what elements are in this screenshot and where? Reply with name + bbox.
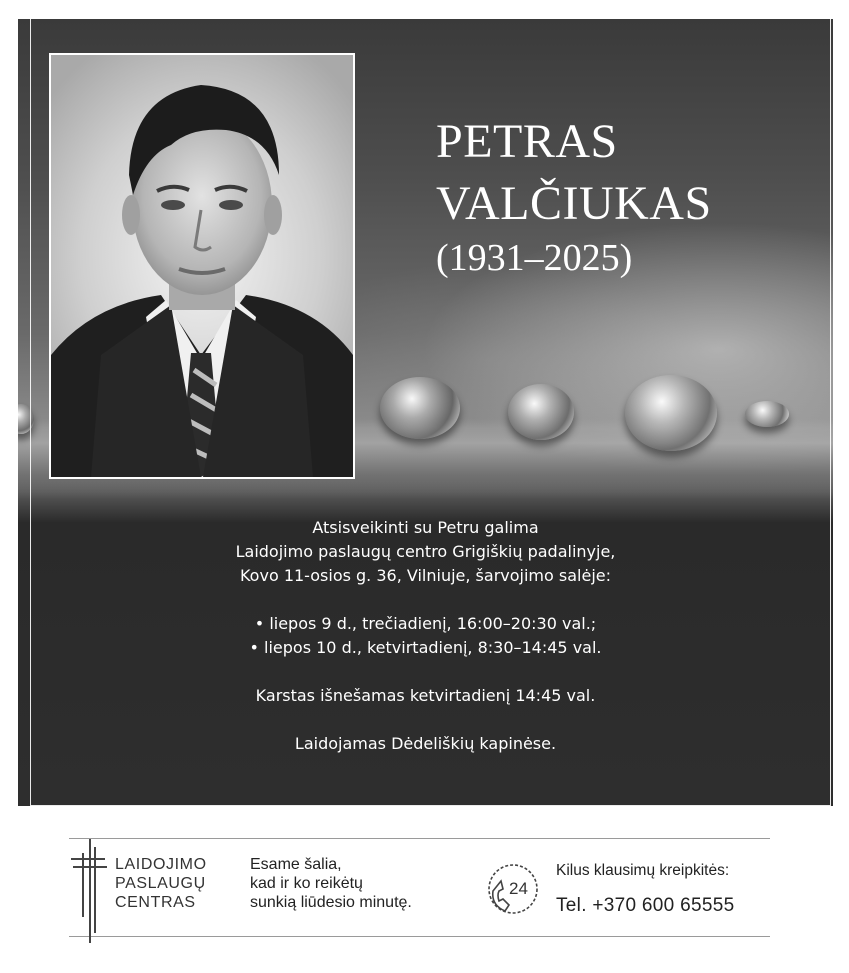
intro-line-2: Laidojimo paslaugų centro Grigiškių padalinyje, xyxy=(235,542,616,561)
slogan-line-1: Esame šalia, xyxy=(250,856,342,873)
phone-24-icon xyxy=(485,861,541,917)
last-name: VALČIUKAS xyxy=(436,177,712,230)
company-logo-text xyxy=(115,855,207,912)
contact-info xyxy=(556,861,734,919)
deceased-name xyxy=(436,111,712,235)
carry-out-time: Karstas išnešamas ketvirtadienį 14:45 val. xyxy=(255,686,596,705)
obituary-notice xyxy=(18,19,833,806)
water-drop-4 xyxy=(745,401,789,427)
water-drop-2 xyxy=(508,384,574,440)
slogan xyxy=(250,855,412,912)
portrait-photo xyxy=(49,53,355,479)
logo-line-3: CENTRAS xyxy=(115,894,196,911)
first-name: PETRAS xyxy=(436,115,618,168)
life-years: (1931–2025) xyxy=(436,237,633,279)
crosses-logo-icon xyxy=(69,837,109,945)
schedule-item-1: • liepos 9 d., trečiadienį, 16:00–20:30 val.; xyxy=(254,614,597,633)
footer xyxy=(69,838,770,937)
burial-place: Laidojamas Dėdeliškių kapinėse. xyxy=(294,734,557,753)
schedule-item-2: • liepos 10 d., ketvirtadienį, 8:30–14:45 val. xyxy=(249,638,602,657)
farewell-info xyxy=(18,516,833,756)
portrait-figure xyxy=(51,55,353,477)
logo-line-1: LAIDOJIMO xyxy=(115,856,207,873)
water-drop-1 xyxy=(380,377,460,439)
intro-line-3: Kovo 11-osios g. 36, Vilniuje, šarvojimo salėje: xyxy=(239,566,611,585)
phone-badge-text: 24 xyxy=(509,879,528,898)
slogan-line-3: sunkią liūdesio minutę. xyxy=(250,894,412,911)
intro-line-1: Atsisveikinti su Petru galima xyxy=(312,518,539,537)
contact-question: Kilus klausimų kreipkitės: xyxy=(556,862,730,879)
water-drop-3 xyxy=(625,375,717,451)
phone-number[interactable]: Tel. +370 600 65555 xyxy=(556,895,735,916)
logo-line-2: PASLAUGŲ xyxy=(115,875,206,892)
slogan-line-2: kad ir ko reikėtų xyxy=(250,875,363,892)
